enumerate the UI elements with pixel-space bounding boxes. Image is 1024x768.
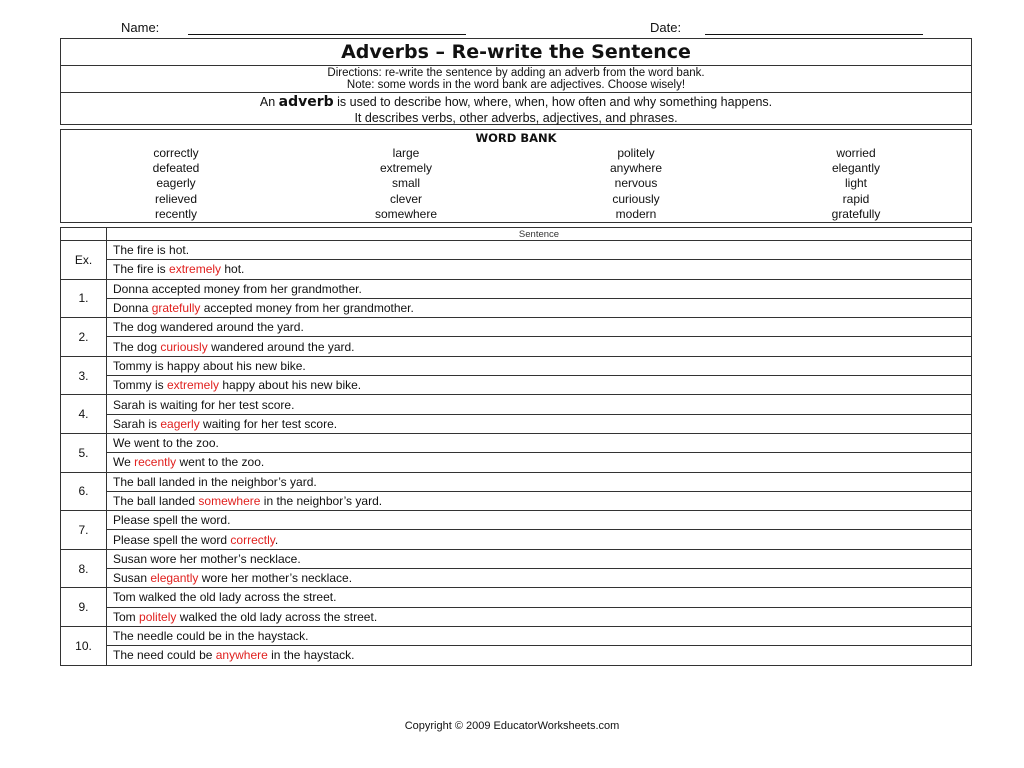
sentence-part: went to the zoo. [176,455,265,470]
word-bank-grid [61,146,971,222]
sentence-part: wore her mother’s necklace. [198,571,353,586]
inserted-adverb: somewhere [198,494,261,508]
date-label: Date: [650,20,682,35]
original-sentence: The needle could be in the haystack. [107,626,972,645]
sentence-part: waiting for her test score. [199,416,338,431]
original-sentence: The fire is hot. [107,241,972,260]
table-row [61,433,972,452]
rewritten-sentence[interactable] [107,298,972,317]
inserted-adverb: recently [134,455,177,470]
rewritten-sentence[interactable] [107,491,972,510]
worksheet-title: Adverbs – Re-write the Sentence [341,41,691,63]
rewritten-sentence[interactable] [107,569,972,588]
rewritten-sentence[interactable] [107,646,972,665]
table-row [61,453,972,472]
word-bank-word: worried [836,146,876,160]
sentence-part: happy about his new bike. [219,378,362,393]
rewritten-sentence[interactable] [107,376,972,395]
sentence-part: . [274,532,279,547]
table-row [61,607,972,626]
item-number: 10. [61,626,107,665]
sentence-part: We [113,455,135,470]
word-bank-word: extremely [379,161,432,176]
sentence-table [60,227,972,666]
sentence-part: Please spell the word [113,532,231,547]
word-bank-word: small [391,176,420,191]
original-sentence: We went to the zoo. [107,433,972,452]
rewritten-sentence[interactable] [107,453,972,472]
sentence-part: The ball landed [113,494,199,508]
word-bank-title: WORD BANK [475,131,557,145]
item-number: 2. [61,318,107,357]
date-field-line[interactable] [705,20,923,35]
sentence-part: in the haystack. [267,648,355,663]
adverb-definition: An adverb is used to describe how, where, when, how often and why something happens. [259,94,773,110]
sentence-part: Susan [113,571,151,586]
word-bank-word: relieved [154,191,198,206]
inserted-adverb: eagerly [160,416,200,431]
sentence-part: Donna [113,301,152,316]
item-number: 3. [61,356,107,395]
table-header-row [61,228,972,241]
word-bank-word: eagerly [156,176,196,191]
original-sentence: Donna accepted money from her grandmother. [107,279,972,298]
word-bank-word: anywhere [609,161,663,176]
original-sentence: Tom walked the old lady across the street. [107,588,972,607]
word-bank-word: correctly [153,146,199,160]
directions-line-1: Directions: re-write the sentence by adding an adverb from the word bank. [327,67,705,79]
item-number: 1. [61,279,107,318]
sentence-part: walked the old lady across the street. [176,609,378,624]
table-row [61,569,972,588]
table-row [61,626,972,645]
item-number: 5. [61,433,107,472]
table-row [61,549,972,568]
word-bank-word: nervous [614,176,658,191]
sentence-part: The fire is [113,262,170,277]
inserted-adverb: extremely [167,378,220,393]
word-bank-word: large [392,146,420,160]
rewritten-sentence[interactable] [107,607,972,626]
rewritten-sentence[interactable] [107,414,972,433]
word-bank-word: rapid [842,191,870,206]
word-bank-word: modern [615,206,657,221]
table-row [61,337,972,356]
copyright: Copyright © 2009 EducatorWorksheets.com [404,720,620,732]
table-row [61,472,972,491]
item-number: Ex. [61,241,107,280]
word-bank-word: politely [617,146,655,160]
word-bank-word: curiously [612,191,660,206]
directions-line-2: Note: some words in the word bank are adjectives. Choose wisely! [346,79,686,91]
inserted-adverb: curiously [160,339,208,354]
table-row [61,588,972,607]
table-row [61,511,972,530]
sentence-part: Tom [113,609,140,624]
inserted-adverb: extremely [169,262,222,277]
item-number: 9. [61,588,107,627]
sentence-part: in the neighbor’s yard. [260,494,383,508]
rewritten-sentence[interactable] [107,260,972,279]
inserted-adverb: gratefully [151,301,201,316]
original-sentence: The dog wandered around the yard. [107,318,972,337]
table-row [61,318,972,337]
inserted-adverb: politely [139,609,177,624]
title-box [60,38,972,125]
table-row [61,356,972,375]
word-bank-word: somewhere [374,206,438,221]
sentence-part: wandered around the yard. [207,339,355,354]
table-row [61,260,972,279]
item-number: 4. [61,395,107,434]
item-number: 6. [61,472,107,511]
inserted-adverb: anywhere [215,648,268,663]
word-bank-word: gratefully [831,206,881,221]
item-number: 7. [61,511,107,550]
word-bank-word: light [844,176,867,191]
sentence-part: The dog [113,339,161,354]
table-row [61,491,972,510]
table-row [61,298,972,317]
sentence-part: Sarah is [113,416,161,431]
adverb-definition-line-2: It describes verbs, other adverbs, adjectives, and phrases. [354,111,678,125]
word-bank-word: defeated [152,161,200,176]
table-row [61,279,972,298]
rewritten-sentence[interactable] [107,337,972,356]
word-bank-word: elegantly [831,161,881,176]
table-row [61,395,972,414]
inserted-adverb: elegantly [150,571,199,586]
name-field-line[interactable] [188,20,466,35]
inserted-adverb: correctly [230,532,275,547]
sentence-part: The need could be [113,648,216,663]
item-number: 8. [61,549,107,588]
sentence-part: hot. [221,262,245,277]
original-sentence: Sarah is waiting for her test score. [107,395,972,414]
original-sentence: Please spell the word. [107,511,972,530]
sentence-part: accepted money from her grandmother. [200,301,414,316]
table-row [61,530,972,549]
word-bank-word: recently [154,206,198,221]
original-sentence: Tommy is happy about his new bike. [107,356,972,375]
table-row [61,241,972,260]
name-label: Name: [121,20,160,35]
table-row [61,376,972,395]
table-row [61,414,972,433]
word-bank-word: clever [389,191,422,206]
original-sentence: Susan wore her mother’s necklace. [107,549,972,568]
sentence-column-header: Sentence [107,228,972,241]
rewritten-sentence[interactable] [107,530,972,549]
table-row [61,646,972,665]
sentence-part: Tommy is [113,378,167,393]
word-bank [60,129,972,223]
original-sentence: The ball landed in the neighbor’s yard. [107,472,972,491]
